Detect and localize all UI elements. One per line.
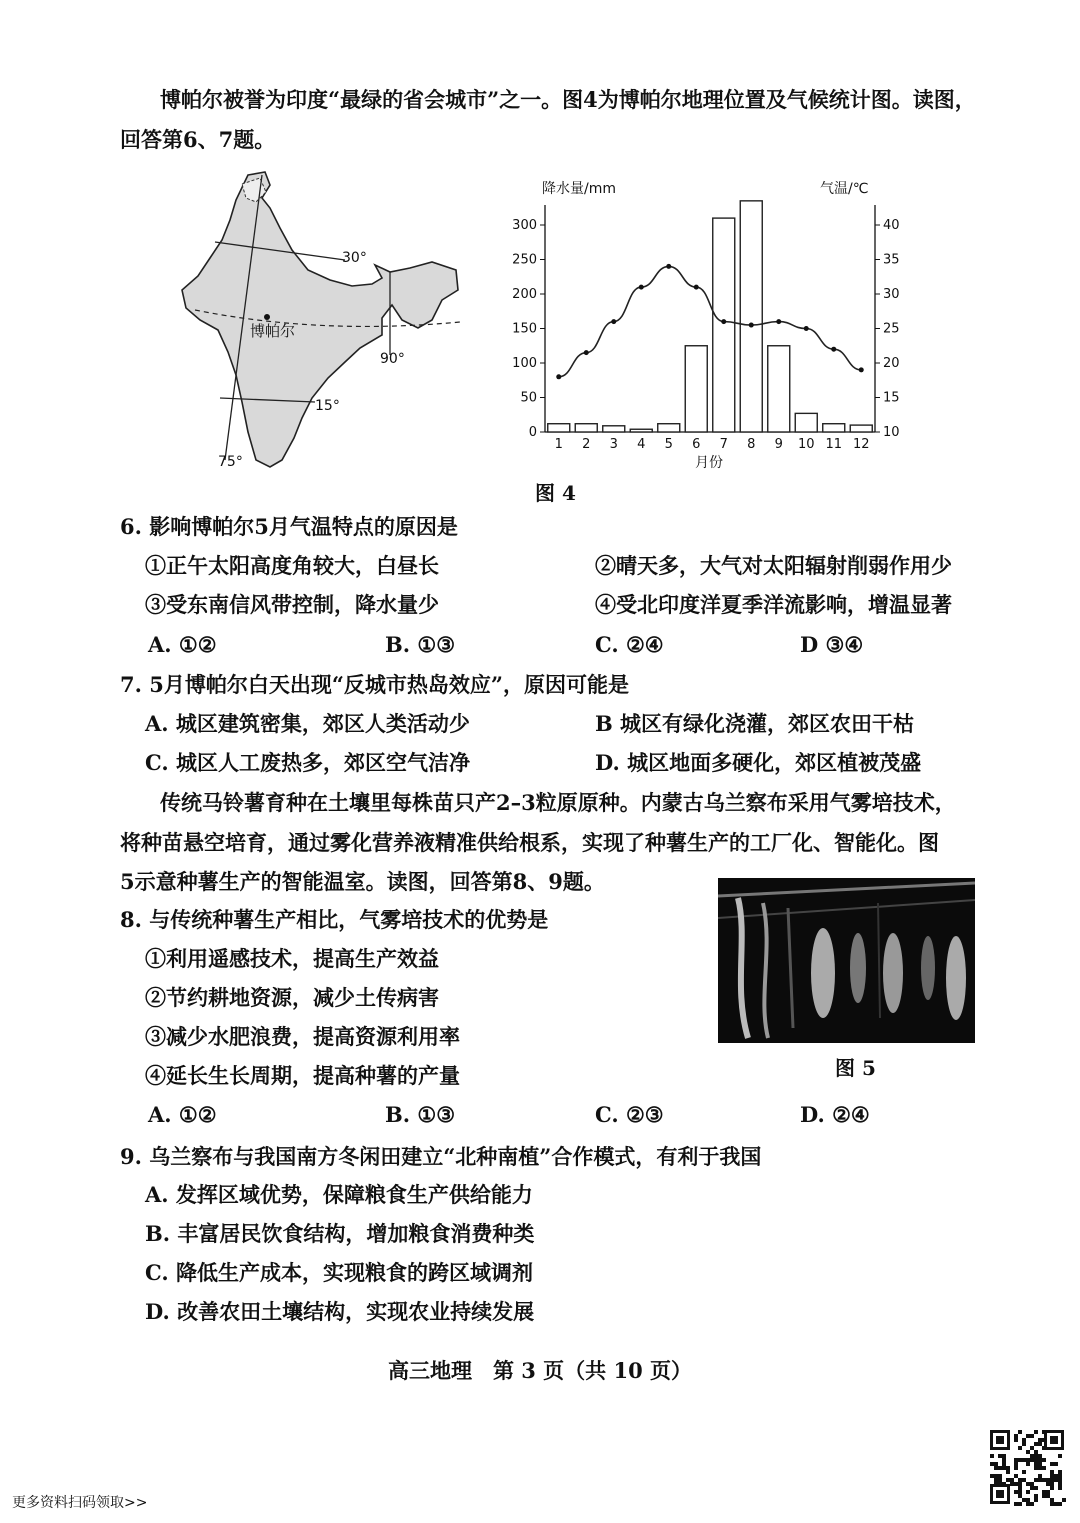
page-footer: 高三地理 第 3 页（共 10 页）: [387, 1358, 693, 1383]
x-tick-label: 6: [692, 437, 701, 452]
intro1-line2: 回答第6、7题。: [120, 127, 276, 152]
temperature-point: [611, 319, 616, 324]
chart-xlabel: 月份: [695, 455, 723, 471]
q9-stem: 9. 乌兰察布与我国南方冬闲田建立“北种南植”合作模式，有利于我国: [120, 1144, 762, 1169]
precip-bar: [658, 424, 680, 432]
precip-bar: [603, 426, 625, 432]
right-tick-label: 35: [883, 252, 900, 268]
india-map: [170, 170, 470, 480]
bhopal-dot: [264, 314, 270, 320]
q7-option-a: A. 城区建筑密集，郊区人类活动少: [145, 711, 470, 736]
precip-bar: [795, 413, 817, 432]
x-tick-label: 10: [797, 437, 815, 452]
q6-option-a: A. ①②: [148, 632, 217, 657]
more-resources-link[interactable]: 更多资料扫码领取>>: [12, 1495, 148, 1511]
temperature-point: [666, 264, 671, 269]
precip-bar: [575, 424, 597, 432]
q7-option-b: B 城区有绿化浇灌，郊区农田干枯: [595, 711, 915, 736]
chart-ylabel-right: 气温/℃: [820, 181, 869, 197]
temperature-point: [749, 323, 754, 328]
q6-option-c: C. ②④: [595, 632, 664, 657]
right-tick-label: 40: [883, 218, 900, 233]
map-lon75-label: 75°: [218, 454, 243, 470]
x-tick-label: 5: [664, 437, 673, 452]
q8-option-a: A. ①②: [148, 1102, 217, 1127]
fig4-caption: 图 4: [535, 481, 576, 505]
precip-bar: [740, 201, 762, 432]
q6-stem: 6. 影响博帕尔5月气温特点的原因是: [120, 514, 458, 539]
temperature-point: [776, 319, 781, 324]
intro1-line1: 博帕尔被誉为印度“最绿的省会城市”之一。图4为博帕尔地理位置及气候统计图。读图，: [160, 87, 976, 112]
q8-statement-4: ④延长生长周期，提高种薯的产量: [145, 1063, 460, 1088]
x-tick-label: 7: [719, 437, 728, 452]
q6-statement-1: ①正午太阳高度角较大，白昼长: [145, 553, 439, 578]
temperature-point: [694, 285, 699, 290]
q6-statement-3: ③受东南信风带控制，降水量少: [145, 592, 439, 617]
right-tick-label: 10: [883, 425, 900, 440]
x-tick-label: 8: [747, 437, 756, 452]
q8-option-d: D. ②④: [800, 1102, 870, 1127]
right-tick-label: 15: [883, 390, 900, 406]
q8-statement-1: ①利用遥感技术，提高生产效益: [145, 946, 439, 971]
precip-bar: [823, 424, 845, 432]
x-tick-label: 2: [582, 437, 591, 452]
q6-option-b: B. ①③: [385, 632, 456, 657]
q9-option-a: A. 发挥区域优势，保障粮食生产供给能力: [145, 1182, 533, 1207]
precip-bar: [713, 218, 735, 432]
india-outline: [182, 172, 458, 467]
qr-code[interactable]: [988, 1428, 1066, 1506]
map-lat30-label: 30°: [342, 250, 367, 266]
fig5-caption: 图 5: [835, 1056, 876, 1080]
q8-statement-2: ②节约耕地资源，减少土传病害: [145, 985, 439, 1010]
temperature-point: [584, 350, 589, 355]
precip-bar: [850, 425, 872, 432]
chart-ylabel-left: 降水量/mm: [542, 181, 616, 197]
q8-option-b: B. ①③: [385, 1102, 456, 1127]
q6-statement-2: ②晴天多，大气对太阳辐射削弱作用少: [595, 553, 952, 578]
q8-statement-3: ③减少水肥浪费，提高资源利用率: [145, 1024, 460, 1049]
left-tick-label: 100: [512, 356, 537, 371]
q8-stem: 8. 与传统种薯生产相比，气雾培技术的优势是: [120, 907, 549, 932]
temperature-point: [859, 367, 864, 372]
q8-option-c: C. ②③: [595, 1102, 664, 1127]
greenhouse-photo: [718, 878, 975, 1043]
x-tick-label: 9: [774, 437, 783, 452]
q7-stem: 7. 5月博帕尔白天出现“反城市热岛效应”，原因可能是: [120, 672, 630, 697]
x-tick-label: 11: [825, 437, 843, 452]
climate-chart: [500, 175, 920, 475]
temperature-point: [556, 374, 561, 379]
q7-option-c: C. 城区人工废热多，郊区空气洁净: [145, 750, 470, 775]
temperature-point: [721, 319, 726, 324]
x-tick-label: 3: [609, 437, 618, 452]
temperature-point: [639, 285, 644, 290]
x-tick-label: 4: [637, 437, 646, 452]
temperature-point: [831, 347, 836, 352]
map-lon90-label: 90°: [380, 351, 405, 367]
precip-bar: [630, 429, 652, 432]
left-tick-label: 200: [512, 287, 537, 302]
right-tick-label: 20: [883, 356, 900, 371]
map-city-label: 博帕尔: [250, 322, 296, 340]
intro2-line1: 传统马铃薯育种在土壤里每株苗只产2–3粒原原种。内蒙古乌兰察布采用气雾培技术，: [160, 790, 956, 815]
left-tick-label: 0: [528, 425, 537, 440]
q6-statement-4: ④受北印度洋夏季洋流影响，增温显著: [595, 592, 952, 617]
left-tick-label: 150: [512, 321, 537, 337]
x-tick-label: 1: [554, 437, 563, 452]
right-tick-label: 30: [883, 287, 900, 302]
precip-bar: [768, 346, 790, 432]
q9-option-d: D. 改善农田土壤结构，实现农业持续发展: [145, 1299, 535, 1324]
right-tick-label: 25: [883, 321, 900, 337]
left-tick-label: 300: [512, 218, 537, 233]
temperature-line: [559, 266, 862, 376]
q7-option-d: D. 城区地面多硬化，郊区植被茂盛: [595, 750, 922, 775]
q9-option-b: B. 丰富居民饮食结构，增加粮食消费种类: [145, 1221, 535, 1246]
q6-option-d: D ③④: [800, 632, 864, 657]
intro2-line2: 将种苗悬空培育，通过雾化营养液精准供给根系，实现了种薯生产的工厂化、智能化。图: [120, 830, 939, 855]
intro2-line3: 5示意种薯生产的智能温室。读图，回答第8、9题。: [120, 869, 605, 894]
q9-option-c: C. 降低生产成本，实现粮食的跨区域调剂: [145, 1260, 533, 1285]
left-tick-label: 50: [520, 390, 537, 406]
temperature-point: [804, 326, 809, 331]
map-lat15-label: 15°: [315, 398, 340, 414]
precip-bar: [685, 346, 707, 432]
precip-bar: [548, 424, 570, 432]
x-tick-label: 12: [852, 437, 870, 452]
left-tick-label: 250: [512, 252, 537, 268]
